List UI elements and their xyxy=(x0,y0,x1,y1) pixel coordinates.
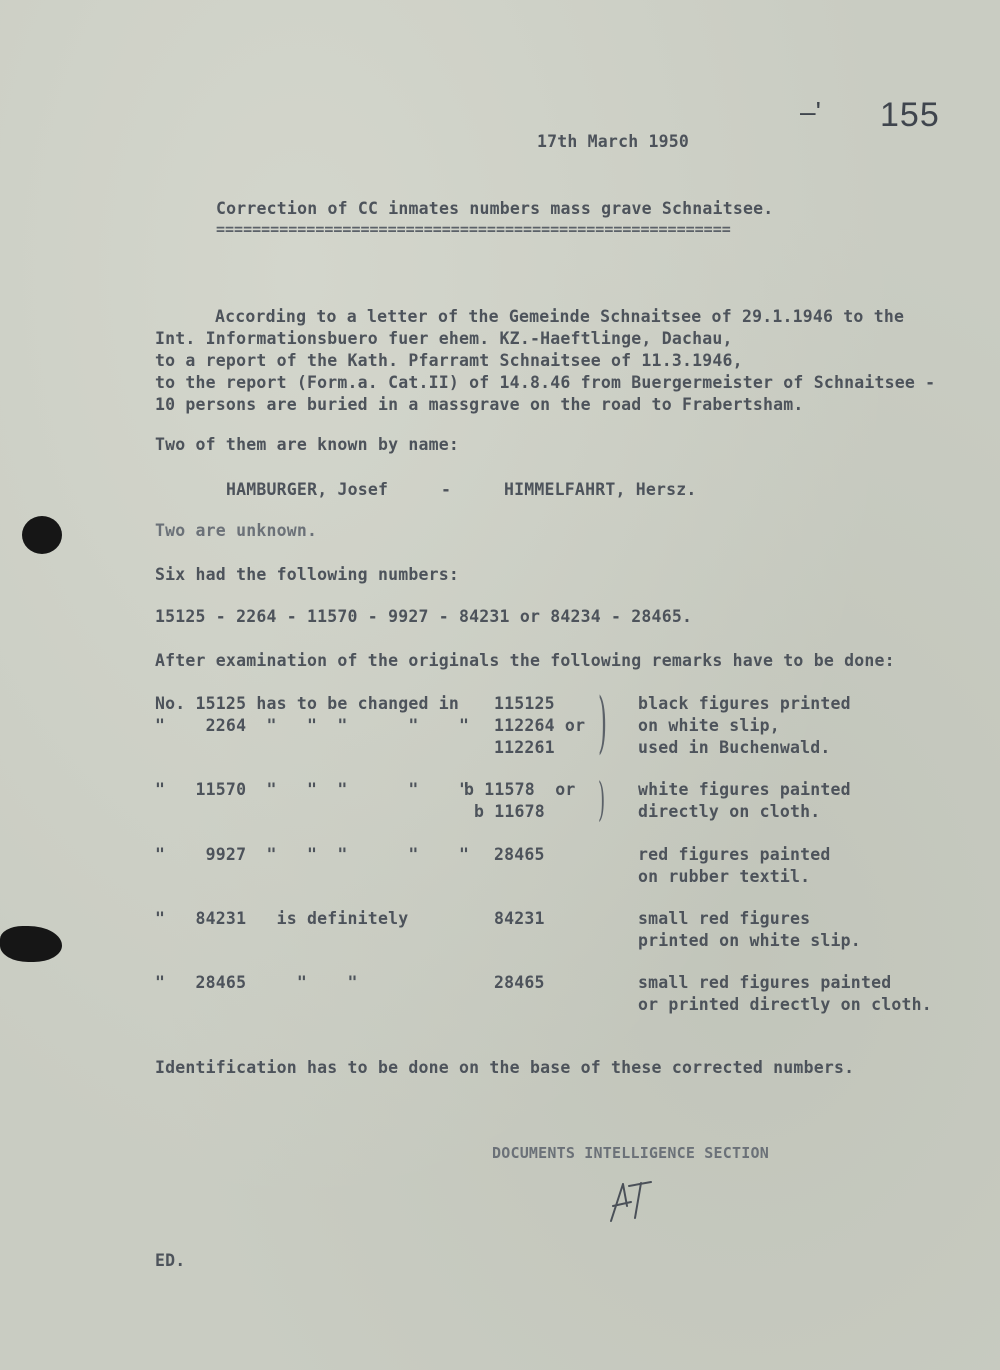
correction-note: or printed directly on cloth. xyxy=(638,995,932,1014)
intro-line-2: Int. Informationsbuero fuer ehem. KZ.-Haeftlinge, Dachau, xyxy=(155,329,733,348)
correction-value: 28465 xyxy=(494,973,545,992)
document-date: 17th March 1950 xyxy=(537,132,690,151)
correction-left: " 28465 " " xyxy=(155,973,358,992)
correction-note: red figures painted xyxy=(638,845,831,864)
correction-left: " 9927 " " " " " xyxy=(155,845,470,864)
punch-hole-bottom xyxy=(0,926,62,962)
correction-note: printed on white slip. xyxy=(638,931,861,950)
intro-line-1: According to a letter of the Gemeinde Schnaitsee of 29.1.1946 to the xyxy=(215,307,905,326)
correction-value: 84231 xyxy=(494,909,545,928)
known-separator: - xyxy=(441,480,452,499)
unknown-line: Two are unknown. xyxy=(155,521,318,540)
numbers-line: 15125 - 2264 - 11570 - 9927 - 84231 or 84234 - 28465. xyxy=(155,607,693,626)
correction-note: small red figures painted xyxy=(638,973,892,992)
brace-group-1: ) xyxy=(598,684,608,761)
correction-note: black figures printed xyxy=(638,694,851,713)
correction-left: " 84231 is definitely xyxy=(155,909,409,928)
page-number: 155 xyxy=(880,96,940,134)
intro-line-3: to a report of the Kath. Pfarramt Schnaitsee of 11.3.1946, xyxy=(155,351,743,370)
brace-group-2: ) xyxy=(598,772,606,826)
subject-underline: ========================================================= xyxy=(216,222,731,236)
correction-value: 112264 or xyxy=(494,716,586,735)
section-signoff: DOCUMENTS INTELLIGENCE SECTION xyxy=(492,1144,769,1162)
intro-line-4: to the report (Form.a. Cat.II) of 14.8.46 from Buergermeister of Schnaitsee - xyxy=(155,373,936,392)
known-name-1: HAMBURGER, Josef xyxy=(226,480,389,499)
correction-left: " 2264 " " " " " xyxy=(155,716,470,735)
correction-value: b 11578 or xyxy=(464,780,576,799)
correction-note: on white slip, xyxy=(638,716,780,735)
correction-note: small red figures xyxy=(638,909,811,928)
correction-value: b 11678 xyxy=(474,802,545,821)
correction-note: white figures painted xyxy=(638,780,851,799)
correction-note: on rubber textil. xyxy=(638,867,811,886)
subject-title: Correction of CC inmates numbers mass grave Schnaitsee. xyxy=(216,199,774,218)
numbers-heading: Six had the following numbers: xyxy=(155,565,460,584)
author-initials: ED. xyxy=(155,1251,186,1270)
correction-note: used in Buchenwald. xyxy=(638,738,831,757)
correction-value: 28465 xyxy=(494,845,545,864)
handwritten-signature xyxy=(605,1176,665,1226)
closing-line: Identification has to be done on the base of these corrected numbers. xyxy=(155,1058,855,1077)
remarks-heading: After examination of the originals the following remarks have to be done: xyxy=(155,651,895,670)
known-name-2: HIMMELFAHRT, Hersz. xyxy=(504,480,697,499)
correction-note: directly on cloth. xyxy=(638,802,821,821)
punch-hole-top xyxy=(22,516,62,554)
correction-left: " 11570 " " " " " xyxy=(155,780,470,799)
intro-line-5: 10 persons are buried in a massgrave on the road to Frabertsham. xyxy=(155,395,804,414)
page-mark: –' xyxy=(800,96,821,127)
correction-value: 115125 xyxy=(494,694,555,713)
correction-left: No. 15125 has to be changed in xyxy=(155,694,460,713)
known-heading: Two of them are known by name: xyxy=(155,435,460,454)
correction-value: 112261 xyxy=(494,738,555,757)
